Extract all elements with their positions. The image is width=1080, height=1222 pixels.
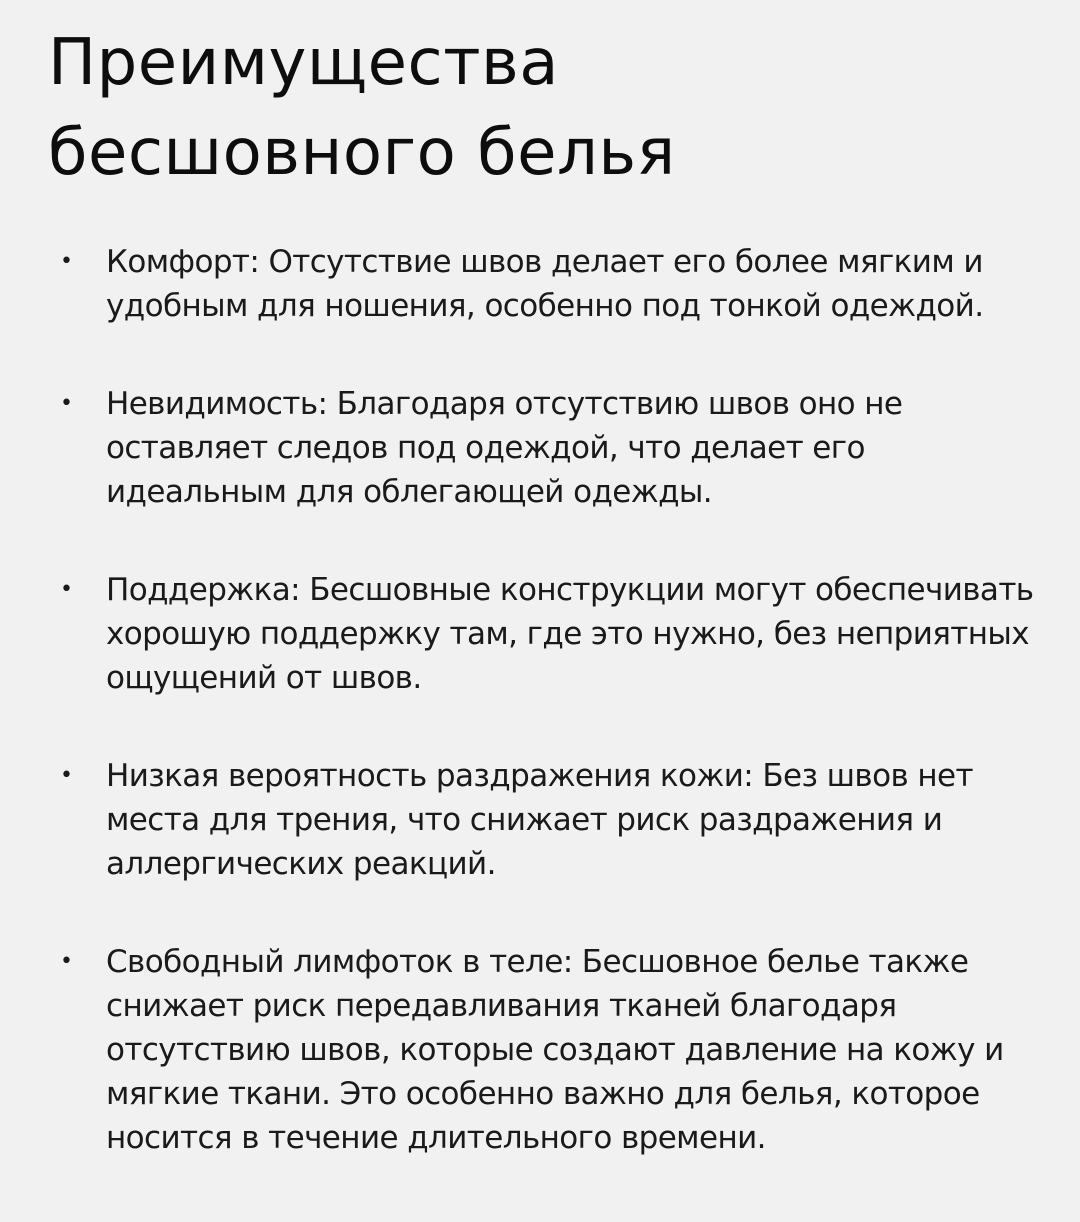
page-title-line-1: Преимущества xyxy=(48,26,559,100)
list-item-lymph-flow xyxy=(48,940,1040,1160)
bullet-icon: • xyxy=(60,763,73,788)
bullet-icon: • xyxy=(60,949,73,974)
page-title-line-2: бесшовного белья xyxy=(48,116,676,190)
list-item-support xyxy=(48,568,1040,700)
list-item-text: Низкая вероятность раздражения кожи: Без швов нет места для трения, что снижает риск раздражения и аллергических реакций. xyxy=(106,758,973,882)
page-title xyxy=(48,18,1040,198)
bullet-icon: • xyxy=(60,577,73,602)
list-item-comfort xyxy=(48,240,1040,328)
benefits-list xyxy=(48,240,1040,1160)
list-item-invisibility xyxy=(48,382,1040,514)
bullet-icon: • xyxy=(60,391,73,416)
list-item-text: Невидимость: Благодаря отсутствию швов оно не оставляет следов под одеждой, что делает его идеальным для облегающей одежды. xyxy=(106,386,903,510)
list-item-text: Поддержка: Бесшовные конструкции могут обеспечивать хорошую поддержку там, где это нужно, без неприятных ощущений от швов. xyxy=(106,572,1034,696)
list-item-low-irritation xyxy=(48,754,1040,886)
list-item-text: Свободный лимфоток в теле: Бесшовное белье также снижает риск передавливания тканей благодаря отсутствию швов, которые создают давление на кожу и мягкие ткани. Это особенно важно для белья, которое носится в течение длительного времени. xyxy=(106,944,1004,1156)
list-item-text: Комфорт: Отсутствие швов делает его более мягким и удобным для ношения, особенно под тонкой одеждой. xyxy=(106,244,984,324)
bullet-icon: • xyxy=(60,249,73,274)
